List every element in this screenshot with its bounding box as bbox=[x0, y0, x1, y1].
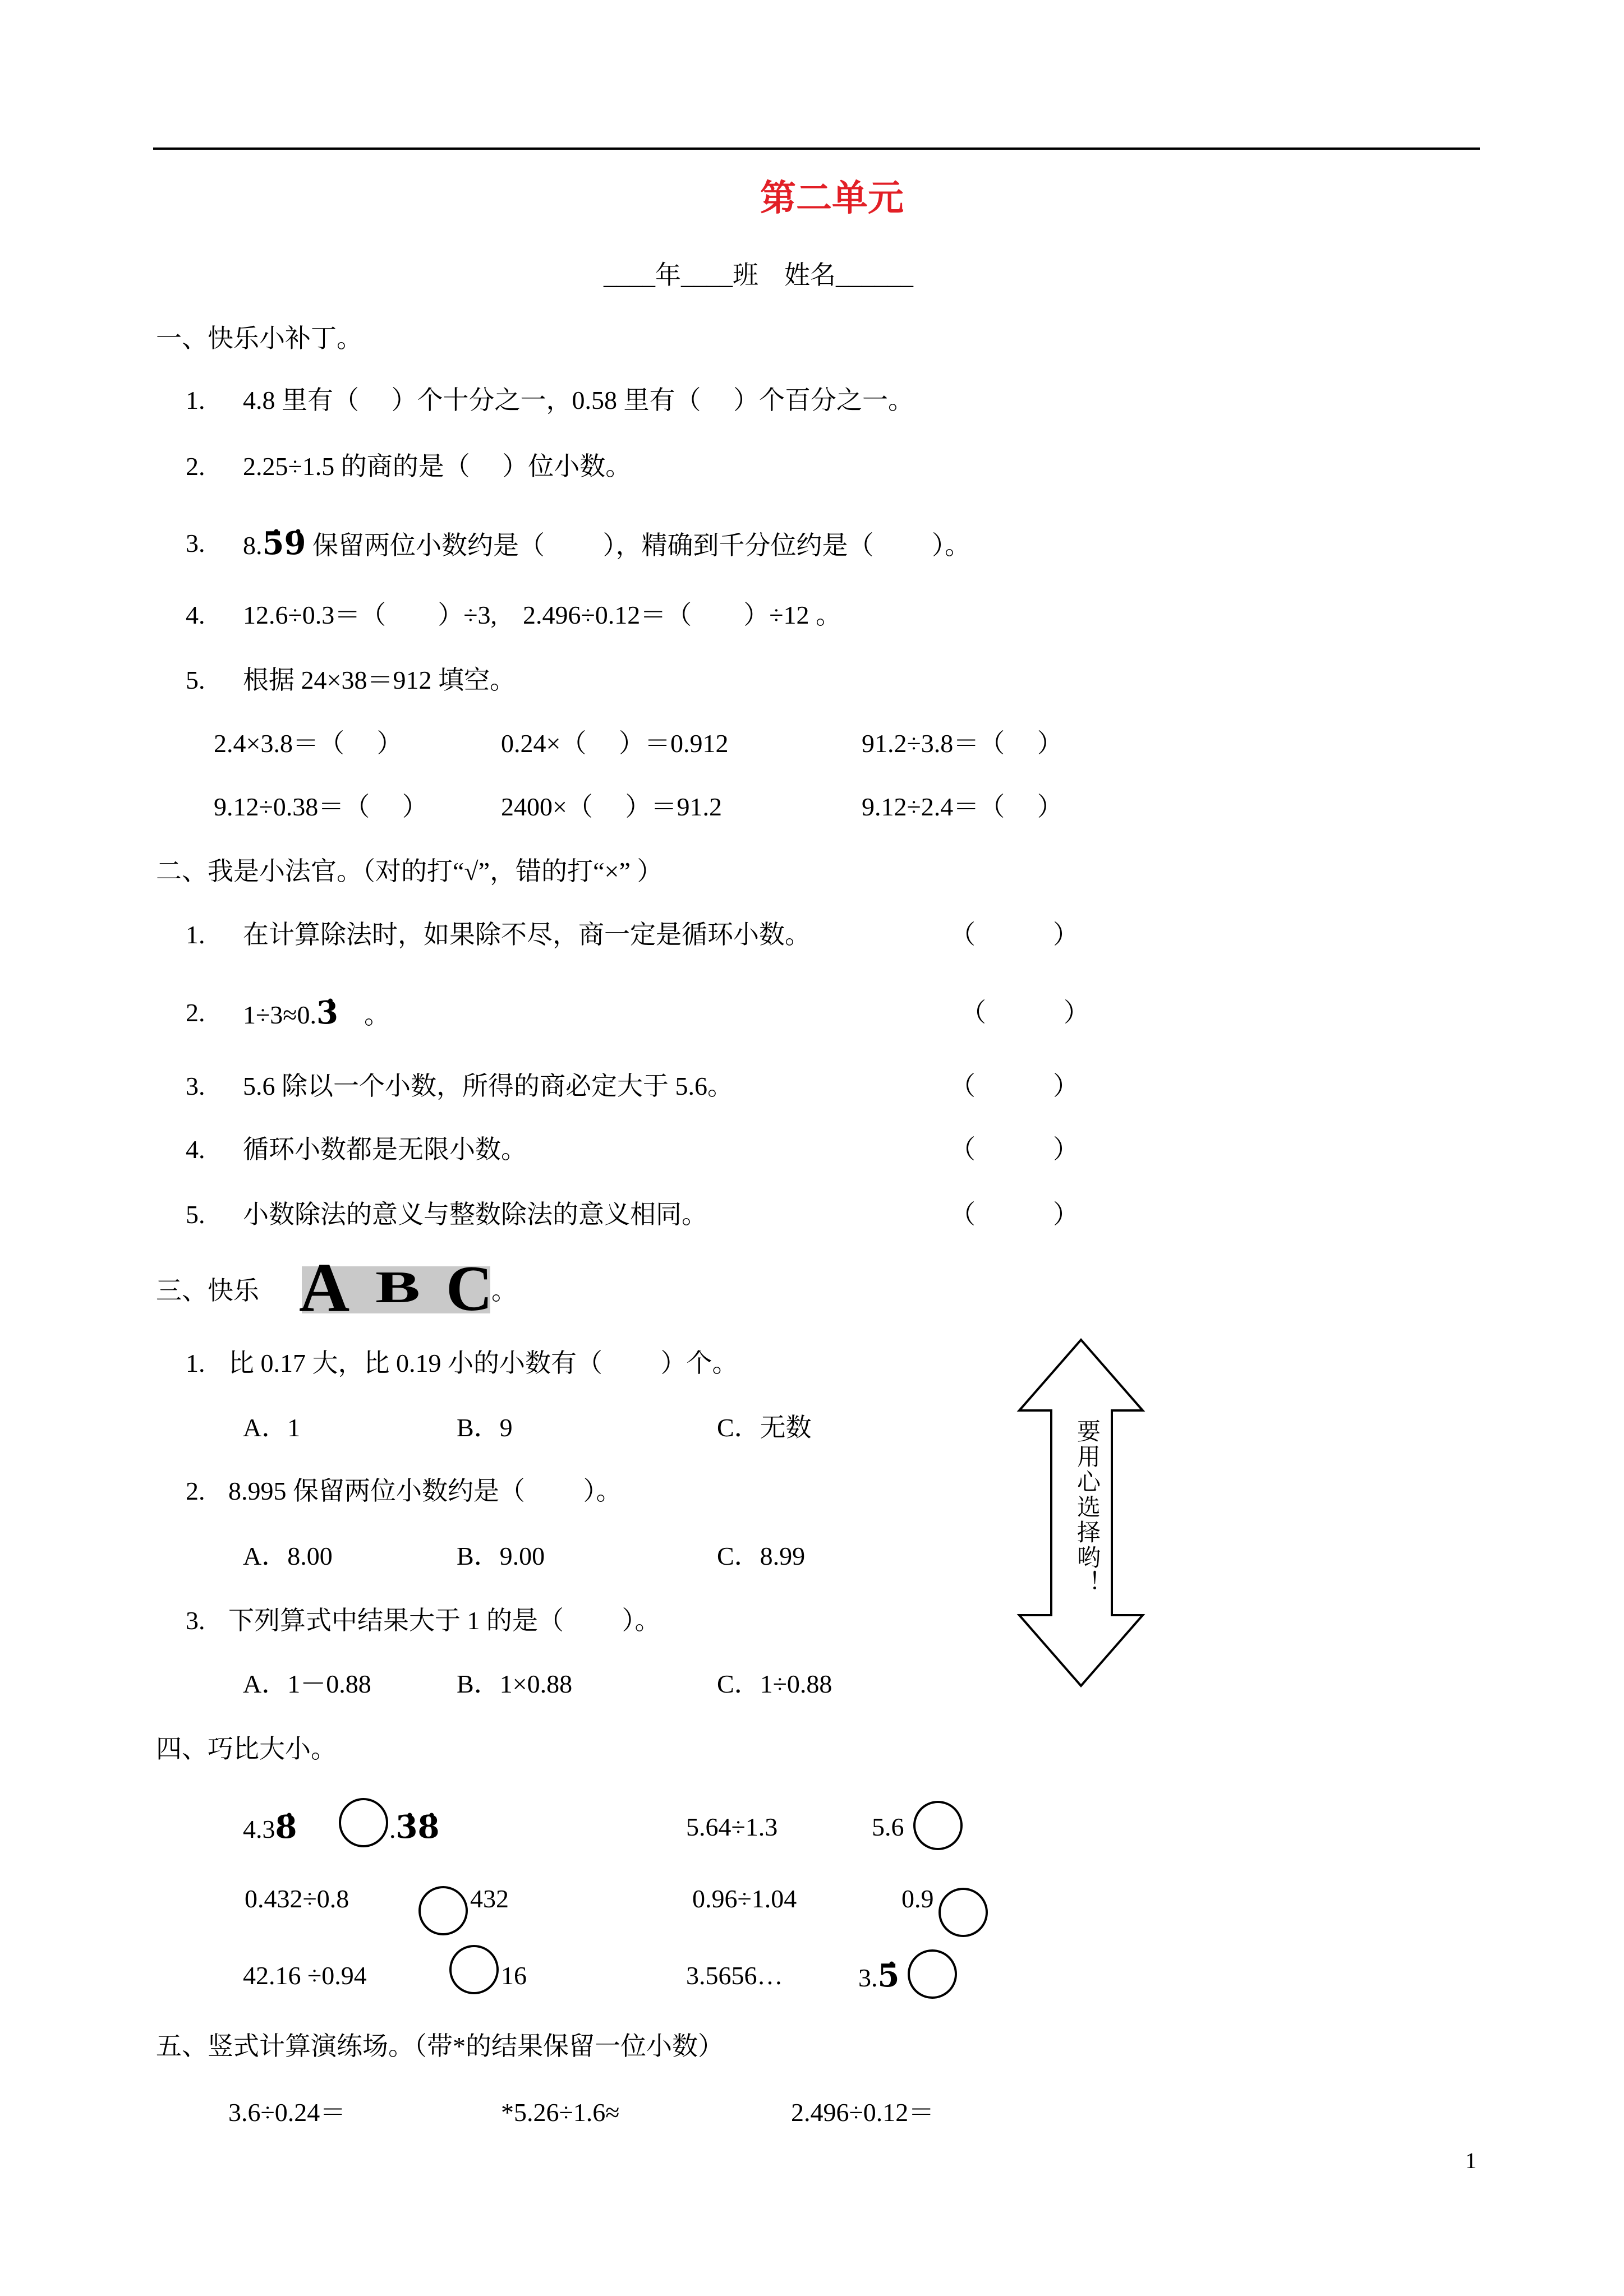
statement-text: 循环小数都是无限小数。 bbox=[243, 1135, 527, 1164]
fill-blank-expression: 2400×（ ）＝91.2 bbox=[501, 792, 722, 821]
page-number: 1 bbox=[1465, 2148, 1476, 2173]
compare-circle bbox=[449, 1945, 499, 1994]
statement-text: 小数除法的意义与整数除法的意义相同。 bbox=[243, 1200, 707, 1229]
section3-heading: 三、快乐 bbox=[156, 1276, 259, 1305]
question-text: 下列算式中结果大于 1 的是（ ）。 bbox=[228, 1606, 661, 1635]
question-number: 4. bbox=[186, 601, 205, 629]
option-b: B．9 bbox=[457, 1413, 513, 1442]
question-number: 1. bbox=[186, 920, 205, 949]
judgment-blank: （ ） bbox=[950, 1072, 1079, 1100]
arrow-note: 要用心选择哟！ bbox=[1074, 1419, 1099, 1596]
question-text: 2.25÷1.5 的商的是（ ）位小数。 bbox=[243, 452, 632, 481]
question-number: 3. bbox=[186, 529, 205, 557]
fill-blank-expression: 9.12÷0.38＝（ ） bbox=[214, 792, 428, 821]
section1-heading: 一、快乐小补丁。 bbox=[156, 324, 362, 353]
compare-circle bbox=[339, 1798, 388, 1847]
compare-right-expression: 5.6 bbox=[872, 1813, 904, 1841]
question-text-prefix: 8. bbox=[243, 531, 263, 560]
abc-letter-c: C bbox=[446, 1253, 493, 1324]
question-text: 8.995 保留两位小数约是（ ）。 bbox=[228, 1477, 622, 1505]
compare-left-expression: 0.432÷0.8 bbox=[245, 1884, 349, 1913]
statement-suffix: 。 bbox=[338, 1001, 390, 1029]
fill-blank-expression: 9.12÷2.4＝（ ） bbox=[862, 792, 1063, 821]
compare-right-expression bbox=[858, 1957, 900, 1994]
compare-left-expression bbox=[243, 1809, 297, 1846]
page-title: 第二单元 bbox=[760, 178, 904, 218]
recurring-digits: 8̇ bbox=[275, 1809, 297, 1846]
compare-left-expression: 42.16 ÷0.94 bbox=[243, 1961, 367, 1990]
fill-blank-expression: 2.4×3.8＝（ ） bbox=[214, 729, 403, 758]
compare-left-expression: 0.96÷1.04 bbox=[692, 1884, 797, 1913]
class-name-line: ____年____班 姓名______ bbox=[604, 261, 913, 289]
compare-circle bbox=[913, 1801, 963, 1850]
statement-text: 在计算除法时，如果除不尽，商一定是循环小数。 bbox=[243, 920, 811, 949]
recurring-digits: 5̇9̇ bbox=[262, 525, 306, 562]
question-number: 2. bbox=[186, 1477, 205, 1505]
statement-text bbox=[243, 994, 390, 1031]
statement-prefix: 1÷3≈0. bbox=[243, 1001, 316, 1029]
top-rule bbox=[153, 147, 1480, 150]
compare-right-expression: 16 bbox=[501, 1961, 527, 1990]
question-text: 12.6÷0.3＝（ ）÷3, 2.496÷0.12＝（ ）÷12 。 bbox=[243, 601, 841, 629]
compare-circle bbox=[418, 1886, 468, 1935]
judgment-blank: （ ） bbox=[950, 1135, 1079, 1164]
calculation-problem: *5.26÷1.6≈ bbox=[501, 2098, 620, 2127]
compare-circle bbox=[908, 1949, 957, 1999]
question-number: 3. bbox=[186, 1606, 205, 1635]
recurring-digits: 5̇ bbox=[877, 1957, 900, 1994]
option-c: C．1÷0.88 bbox=[717, 1670, 832, 1698]
recurring-digits: 3̇ bbox=[316, 994, 338, 1031]
abc-letter-a: A bbox=[299, 1250, 350, 1327]
compare-left-expression: 5.64÷1.3 bbox=[686, 1813, 778, 1841]
section2-heading: 二、我是小法官。（对的打“√”，错的打“×” ） bbox=[156, 857, 663, 886]
question-text: 根据 24×38＝912 填空。 bbox=[243, 666, 516, 694]
statement-text: 5.6 除以一个小数，所得的商必定大于 5.6。 bbox=[243, 1072, 733, 1100]
fill-blank-expression: 91.2÷3.8＝（ ） bbox=[862, 729, 1063, 758]
option-b: B．9.00 bbox=[457, 1542, 545, 1570]
option-a: A．1 bbox=[243, 1413, 301, 1442]
expression-plain: 4.3 bbox=[243, 1815, 275, 1843]
fill-blank-expression: 0.24×（ ）＝0.912 bbox=[501, 729, 729, 758]
option-c: C．8.99 bbox=[717, 1542, 806, 1570]
question-number: 2. bbox=[186, 998, 205, 1027]
expression-plain: 3. bbox=[858, 1963, 878, 1992]
option-a: A．8.00 bbox=[243, 1542, 333, 1570]
question-number: 5. bbox=[186, 1200, 205, 1229]
option-b: B．1×0.88 bbox=[457, 1670, 573, 1698]
judgment-blank: （ ） bbox=[950, 1200, 1079, 1229]
judgment-blank: （ ） bbox=[950, 920, 1079, 949]
question-number: 3. bbox=[186, 1072, 205, 1100]
section4-heading: 四、巧比大小。 bbox=[156, 1735, 337, 1763]
compare-right-expression: 0.9 bbox=[901, 1884, 934, 1913]
judgment-blank: （ ） bbox=[960, 998, 1089, 1027]
option-c: C．无数 bbox=[717, 1413, 812, 1442]
question-number: 5. bbox=[186, 666, 205, 694]
question-text-suffix: 保留两位小数约是（ ），精确到千分位约是（ ）。 bbox=[306, 531, 970, 560]
abc-letter-b: B bbox=[375, 1263, 421, 1312]
compare-right-expression bbox=[389, 1809, 440, 1846]
option-a: A．1－0.88 bbox=[243, 1670, 371, 1698]
question-number: 2. bbox=[186, 452, 205, 481]
compare-left-expression: 3.5656… bbox=[686, 1961, 783, 1990]
question-text: 比 0.17 大，比 0.19 小的小数有（ ）个。 bbox=[228, 1349, 738, 1377]
section5-heading: 五、竖式计算演练场。（带*的结果保留一位小数） bbox=[156, 2032, 724, 2060]
section3-heading-end: 。 bbox=[491, 1276, 517, 1305]
expression-plain: . bbox=[389, 1815, 396, 1843]
compare-right-expression: 432 bbox=[470, 1884, 509, 1913]
compare-circle bbox=[938, 1888, 988, 1937]
question-text: 4.8 里有（ ）个十分之一，0.58 里有（ ）个百分之一。 bbox=[243, 386, 914, 414]
question-number: 1. bbox=[186, 386, 205, 414]
calculation-problem: 2.496÷0.12＝ bbox=[791, 2098, 935, 2127]
recurring-digits: 3̇8̇ bbox=[395, 1809, 440, 1846]
question-text bbox=[243, 525, 970, 562]
calculation-problem: 3.6÷0.24＝ bbox=[228, 2098, 346, 2127]
question-number: 4. bbox=[186, 1135, 205, 1164]
question-number: 1. bbox=[186, 1349, 205, 1377]
